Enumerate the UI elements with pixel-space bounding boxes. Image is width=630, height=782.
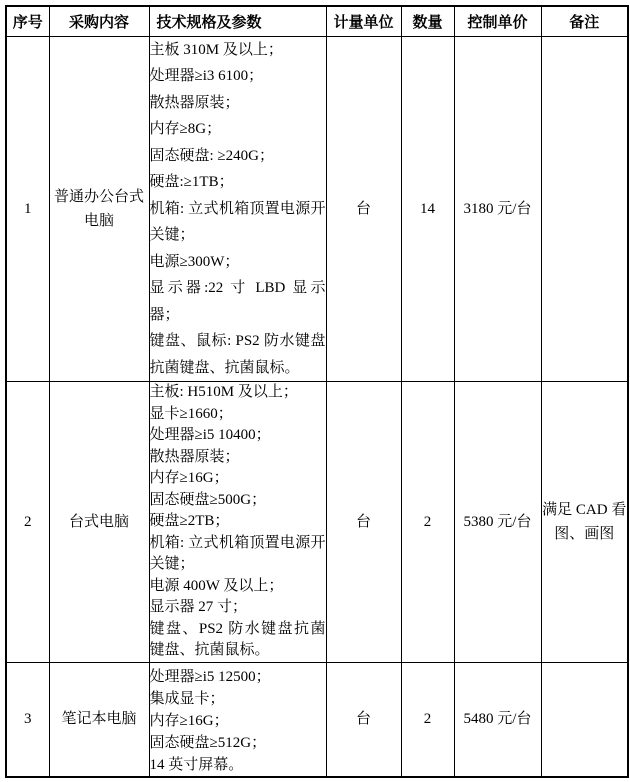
col-header-unit: 计量单位 (326, 6, 401, 36)
row-no: 3 (6, 662, 49, 777)
spec-line: 内存≥16G； (149, 712, 229, 729)
spec-line: 散热器原装； (149, 448, 240, 465)
spec-line: 固态硬盘≥500G； (149, 491, 267, 508)
spec-line: 显卡≥1660； (149, 405, 233, 422)
row-specs (149, 36, 326, 382)
spec-line: 固态硬盘≥512G； (149, 734, 267, 751)
table-row (6, 382, 628, 663)
col-header-content: 采购内容 (49, 6, 149, 36)
table-row (6, 662, 628, 777)
spec-line: 处理器≥i5 10400； (149, 427, 271, 443)
spec-line: 显示器:22 寸 LBD 显示器； (149, 280, 326, 323)
col-header-qty: 数量 (401, 6, 454, 36)
row-content: 笔记本电脑 (49, 662, 149, 777)
row-no: 2 (6, 382, 49, 663)
row-no: 1 (6, 36, 49, 382)
spec-line: 14 英寸屏幕。 (149, 756, 244, 773)
spec-line: 内存≥8G； (149, 121, 222, 137)
row-unit: 台 (326, 36, 401, 382)
row-unit: 台 (326, 662, 401, 777)
spec-line: 处理器≥i5 12500； (149, 668, 271, 685)
spec-line: 机箱: 立式机箱顶置电源开关键； (149, 200, 326, 243)
table-row (6, 36, 628, 382)
row-unit: 台 (326, 382, 401, 663)
row-qty: 14 (401, 36, 454, 382)
row-specs (149, 662, 326, 777)
procurement-table (5, 5, 629, 778)
spec-line: 电源≥300W； (149, 253, 240, 270)
row-price: 5480 元/台 (454, 662, 541, 777)
col-header-remark: 备注 (541, 6, 628, 36)
row-qty: 2 (401, 382, 454, 663)
col-header-specs: 技术规格及参数 (149, 6, 326, 36)
spec-line: 主板: H510M 及以上； (149, 384, 298, 400)
spec-line: 集成显卡； (149, 690, 225, 707)
spec-line: 键盘、PS2 防水键盘抗菌键盘、抗菌鼠标。 (149, 620, 326, 658)
spec-line: 散热器原装； (149, 94, 240, 111)
row-remark (541, 36, 628, 382)
row-content: 普通办公台式电脑 (49, 36, 149, 382)
spec-line: 处理器≥i3 6100； (149, 68, 264, 84)
spec-line: 显示器 27 寸； (149, 599, 248, 615)
spec-line: 硬盘≥2TB； (149, 513, 230, 529)
spec-line: 电源 400W 及以上； (149, 577, 284, 594)
row-qty: 2 (401, 662, 454, 777)
spec-line: 主板 310M 及以上； (149, 41, 283, 58)
row-content: 台式电脑 (49, 382, 149, 663)
spec-line: 固态硬盘: ≥240G； (149, 147, 274, 164)
col-header-no: 序号 (6, 6, 49, 36)
row-remark: 满足 CAD 看图、画图 (541, 382, 628, 663)
spec-line: 硬盘:≥1TB； (149, 174, 234, 190)
row-price: 3180 元/台 (454, 36, 541, 382)
spec-line: 机箱: 立式机箱顶置电源开关键； (149, 534, 326, 572)
row-specs (149, 382, 326, 663)
spec-line: 键盘、鼠标: PS2 防水键盘抗菌键盘、抗菌鼠标。 (149, 333, 326, 376)
header-row (6, 6, 628, 36)
row-price: 5380 元/台 (454, 382, 541, 663)
spec-line: 内存≥16G； (149, 470, 229, 486)
row-remark (541, 662, 628, 777)
col-header-price: 控制单价 (454, 6, 541, 36)
